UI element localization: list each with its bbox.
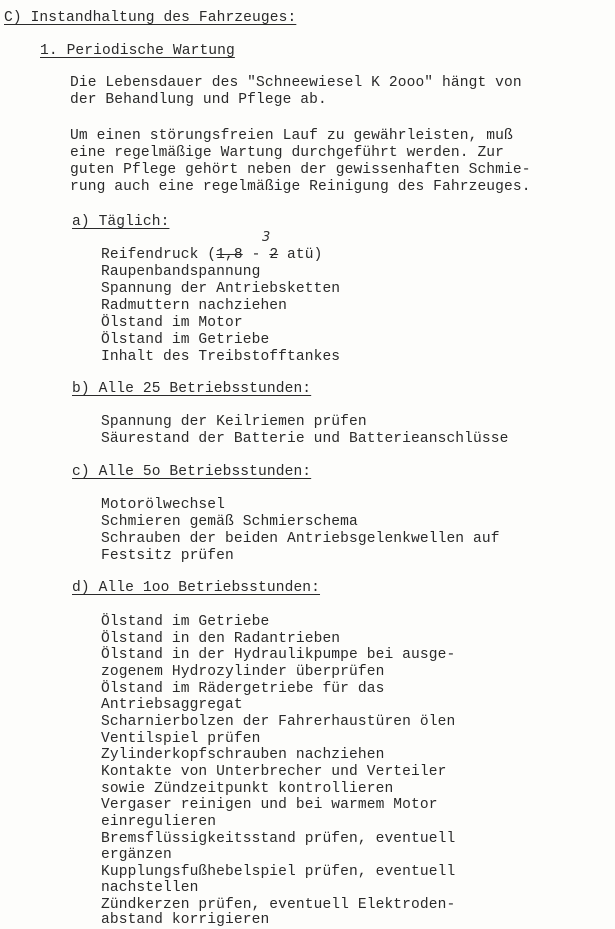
list-item: Antriebsaggregat	[101, 697, 243, 713]
list-item: Säurestand der Batterie und Batterieanschlüsse	[101, 431, 509, 447]
daily-heading: a) Täglich:	[72, 214, 170, 230]
every-100-heading: d) Alle 1oo Betriebsstunden:	[72, 580, 321, 596]
list-item: Vergaser reinigen und bei warmem Motor	[101, 797, 438, 813]
section-heading: C) Instandhaltung des Fahrzeuges:	[4, 10, 297, 26]
intro-line: eine regelmäßige Wartung durchgeführt werden. Zur	[70, 145, 505, 161]
list-item: Ölstand in der Hydraulikpumpe bei ausge-	[101, 647, 456, 663]
every-50-heading: c) Alle 5o Betriebsstunden:	[72, 464, 312, 480]
subsection-heading: 1. Periodische Wartung	[40, 43, 235, 59]
intro-line: der Behandlung und Pflege ab.	[70, 92, 327, 108]
every-25-heading: b) Alle 25 Betriebsstunden:	[72, 381, 312, 397]
handwritten-correction: 3	[262, 230, 271, 245]
list-item: Ölstand im Rädergetriebe für das	[101, 681, 385, 697]
list-item: Spannung der Antriebsketten	[101, 281, 341, 297]
tire-pressure-old-low: 1,8	[216, 247, 243, 263]
tire-pressure-dash: -	[242, 247, 270, 263]
intro-line: Um einen störungsfreien Lauf zu gewährleisten, muß	[70, 128, 513, 144]
list-item: zogenem Hydrozylinder überprüfen	[101, 664, 385, 680]
list-item: Motorölwechsel	[101, 497, 226, 513]
list-item: ergänzen	[101, 847, 172, 863]
tire-pressure-item	[101, 247, 322, 263]
list-item: Zylinderkopfschrauben nachziehen	[101, 747, 385, 763]
list-item: Bremsflüssigkeitsstand prüfen, eventuell	[101, 831, 456, 847]
list-item: einregulieren	[101, 814, 217, 830]
tire-pressure-prefix: Reifendruck (	[101, 247, 217, 263]
list-item: Festsitz prüfen	[101, 548, 234, 564]
list-item: Radmuttern nachziehen	[101, 298, 288, 314]
list-item: Schmieren gemäß Schmierschema	[101, 514, 358, 530]
list-item: Raupenbandspannung	[101, 264, 261, 280]
list-item: Spannung der Keilriemen prüfen	[101, 414, 367, 430]
tire-pressure-suffix: atü)	[278, 247, 323, 263]
list-item: Ölstand im Motor	[101, 315, 243, 331]
list-item: Zündkerzen prüfen, eventuell Elektroden-	[101, 897, 456, 913]
list-item: nachstellen	[101, 880, 199, 896]
list-item: Scharnierbolzen der Fahrerhaustüren ölen	[101, 714, 456, 730]
list-item: Ölstand im Getriebe	[101, 614, 270, 630]
list-item: Kontakte von Unterbrecher und Verteiler	[101, 764, 447, 780]
list-item: abstand korrigieren	[101, 912, 270, 928]
list-item: Ventilspiel prüfen	[101, 731, 261, 747]
tire-pressure-old-high: 2	[269, 247, 279, 263]
list-item: sowie Zündzeitpunkt kontrollieren	[101, 781, 394, 797]
intro-line: rung auch eine regelmäßige Reinigung des Fahrzeuges.	[70, 179, 531, 195]
intro-line: Die Lebensdauer des "Schneewiesel K 2ooo" hängt von	[70, 75, 522, 91]
intro-line: guten Pflege gehört neben der gewissenhaften Schmie-	[70, 162, 531, 178]
list-item: Ölstand in den Radantrieben	[101, 631, 341, 647]
list-item: Ölstand im Getriebe	[101, 332, 270, 348]
list-item: Schrauben der beiden Antriebsgelenkwellen auf	[101, 531, 500, 547]
list-item: Inhalt des Treibstofftankes	[101, 349, 341, 365]
list-item: Kupplungsfußhebelspiel prüfen, eventuell	[101, 864, 456, 880]
